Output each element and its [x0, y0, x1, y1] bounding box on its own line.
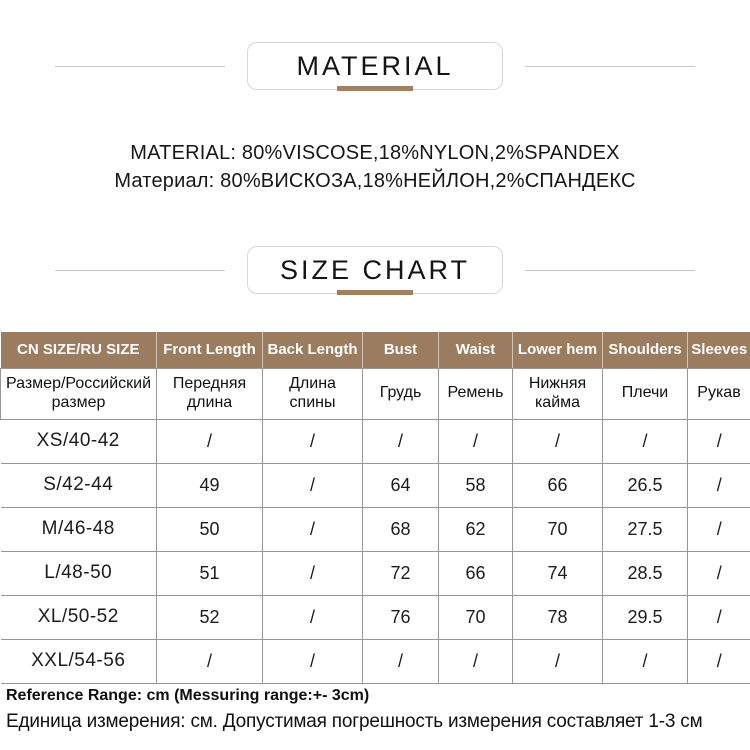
decorative-line-right [525, 270, 695, 271]
column-header-en: Front Length [157, 332, 263, 368]
measurement-cell: / [513, 639, 603, 683]
decorative-line-left [55, 66, 225, 67]
measurement-cell: / [688, 639, 750, 683]
measurement-cell: / [157, 639, 263, 683]
measurement-cell: 66 [513, 463, 603, 507]
column-header-ru: Рукав [688, 368, 750, 419]
measurement-cell: 26.5 [603, 463, 688, 507]
measurement-cell: / [263, 595, 363, 639]
size-label-cell: XS/40-42 [1, 419, 157, 463]
measurement-cell: / [513, 419, 603, 463]
column-header-ru: Размер/Российский размер [1, 368, 157, 419]
material-heading-block [0, 42, 750, 90]
measurement-cell: / [688, 551, 750, 595]
material-heading-underline [337, 86, 413, 91]
measurement-cell: / [263, 551, 363, 595]
measurement-cell: 62 [439, 507, 513, 551]
material-heading-box [247, 42, 503, 90]
size-chart-table [0, 332, 750, 684]
size-chart-heading-block [0, 246, 750, 294]
measurement-cell: 66 [439, 551, 513, 595]
column-header-ru: Передняя длина [157, 368, 263, 419]
material-heading: MATERIAL [296, 50, 454, 81]
column-header-en: Lower hem [513, 332, 603, 368]
measurement-cell: 51 [157, 551, 263, 595]
size-chart-heading-underline [337, 290, 413, 295]
measurement-cell: 72 [363, 551, 439, 595]
measurement-cell: 76 [363, 595, 439, 639]
material-composition-en: MATERIAL: 80%VISCOSE,18%NYLON,2%SPANDEX [130, 142, 620, 164]
measurement-cell: / [688, 463, 750, 507]
column-header-ru: Ремень [439, 368, 513, 419]
measurement-cell: / [688, 595, 750, 639]
measurement-cell: / [603, 419, 688, 463]
column-header-en: Bust [363, 332, 439, 368]
measurement-cell: / [363, 639, 439, 683]
measurement-cell: / [439, 639, 513, 683]
column-header-en: Sleeves [688, 332, 750, 368]
size-chart-heading-box [247, 246, 503, 294]
measurement-cell: / [263, 419, 363, 463]
decorative-line-right [525, 66, 695, 67]
table-row [1, 639, 750, 683]
table-row [1, 595, 750, 639]
table-row [1, 551, 750, 595]
measurement-cell: / [363, 419, 439, 463]
material-composition-ru: Материал: 80%ВИСКОЗА,18%НЕЙЛОН,2%СПАНДЕКС [114, 170, 636, 192]
reference-range-note-ru: Единица измерения: см. Допустимая погрешность измерения составляет 1-3 см [6, 711, 703, 732]
column-header-ru: Длина спины [263, 368, 363, 419]
table-row [1, 463, 750, 507]
column-header-en: CN SIZE/RU SIZE [1, 332, 157, 368]
column-header-ru: Нижняя кайма [513, 368, 603, 419]
size-chart-heading: SIZE CHART [279, 254, 471, 285]
measurement-cell: / [688, 507, 750, 551]
measurement-notes [6, 687, 744, 733]
measurement-cell: / [688, 419, 750, 463]
size-table-header-row-en [1, 332, 750, 368]
size-label-cell: XXL/54-56 [1, 639, 157, 683]
measurement-cell: / [263, 639, 363, 683]
column-header-ru: Плечи [603, 368, 688, 419]
size-label-cell: M/46-48 [1, 507, 157, 551]
material-composition [0, 139, 750, 195]
measurement-cell: / [263, 507, 363, 551]
measurement-cell: / [439, 419, 513, 463]
size-table-body [1, 419, 750, 683]
measurement-cell: 29.5 [603, 595, 688, 639]
size-table-header-row-ru [1, 368, 750, 419]
size-label-cell: S/42-44 [1, 463, 157, 507]
measurement-cell: 52 [157, 595, 263, 639]
column-header-en: Waist [439, 332, 513, 368]
measurement-cell: / [157, 419, 263, 463]
measurement-cell: 68 [363, 507, 439, 551]
measurement-cell: 50 [157, 507, 263, 551]
measurement-cell: / [263, 463, 363, 507]
column-header-en: Back Length [263, 332, 363, 368]
measurement-cell: 74 [513, 551, 603, 595]
measurement-cell: 70 [513, 507, 603, 551]
size-label-cell: L/48-50 [1, 551, 157, 595]
measurement-cell: 49 [157, 463, 263, 507]
decorative-line-left [55, 270, 225, 271]
size-label-cell: XL/50-52 [1, 595, 157, 639]
measurement-cell: 28.5 [603, 551, 688, 595]
measurement-cell: / [603, 639, 688, 683]
column-header-en: Shoulders [603, 332, 688, 368]
table-row [1, 507, 750, 551]
measurement-cell: 78 [513, 595, 603, 639]
measurement-cell: 27.5 [603, 507, 688, 551]
column-header-ru: Грудь [363, 368, 439, 419]
table-row [1, 419, 750, 463]
measurement-cell: 64 [363, 463, 439, 507]
measurement-cell: 70 [439, 595, 513, 639]
measurement-cell: 58 [439, 463, 513, 507]
reference-range-note-en: Reference Range: cm (Messuring range:+- 3cm) [6, 687, 370, 704]
